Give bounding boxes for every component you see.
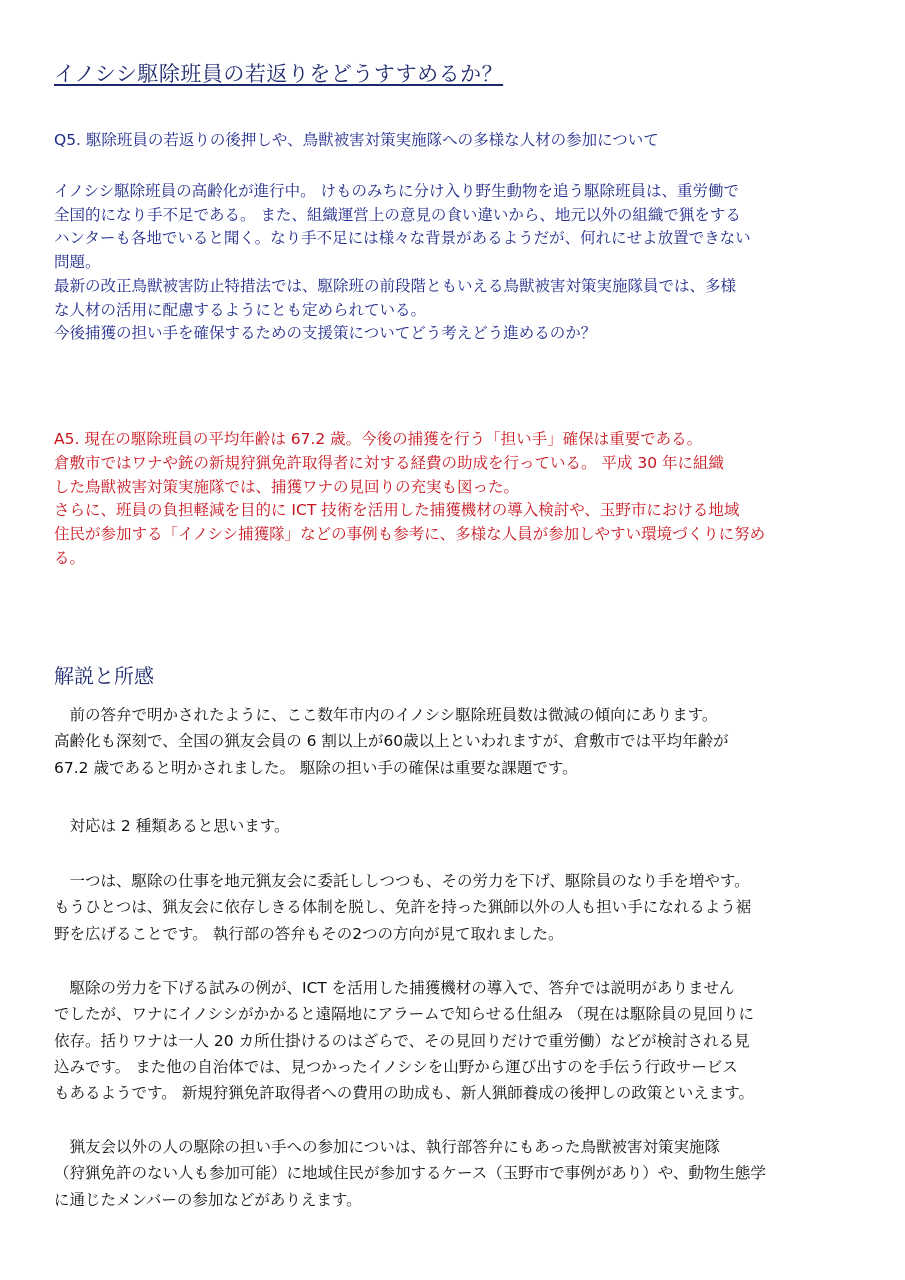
commentary-line: 一つは、駆除の仕事を地元猟友会に委託ししつつも、その労力を下げ、駆除員のなり手を増やす。: [54, 872, 750, 890]
commentary-paragraph: [54, 975, 864, 1106]
question-line: 最新の改正鳥獣被害防止特措法では、駆除班の前段階ともいえる鳥獣被害対策実施隊員では、多様: [54, 276, 737, 295]
commentary-paragraph: [54, 868, 864, 947]
commentary-line: 前の答弁で明かされたように、ここ数年市内のイノシシ駆除班員数は微減の傾向にあります。: [54, 706, 718, 724]
commentary-paragraph: [54, 1134, 864, 1213]
answer-body: [54, 428, 864, 571]
commentary-line: もあるようです。 新規狩猟免許取得者への費用の助成も、新人猟師養成の後押しの政策といえます。: [54, 1084, 754, 1103]
question-line: な人材の活用に配慮するようにとも定められている。: [54, 300, 427, 319]
question-line: 全国的になり手不足である。 また、組織運営上の意見の食い違いから、地元以外の組織で猟をする: [54, 205, 741, 224]
answer-line: A5. 現在の駆除班員の平均年齢は 67.2 歳。今後の捕獲を行う「担い手」確保は重要である。: [54, 430, 703, 448]
commentary-paragraph: [54, 813, 864, 839]
commentary-paragraph: [54, 702, 864, 781]
answer-line: 住民が参加する「イノシシ捕獲隊」などの事例も参考に、多様な人員が参加しやすい環境づくりに努め: [54, 525, 766, 544]
commentary-heading: 解説と所感: [54, 664, 154, 688]
commentary-line: （狩猟免許のない人も参加可能）に地域住民が参加するケース（玉野市で事例があり）や、動物生態学: [54, 1164, 766, 1183]
commentary-line: でしたが、ワナにイノシシがかかると遠隔地にアラームで知らせる仕組み （現在は駆除員の見回りに: [54, 1005, 755, 1024]
commentary-line: もうひとつは、猟友会に依存しきる体制を脱し、免許を持った猟師以外の人も担い手になれるよう裾: [54, 898, 752, 917]
commentary-line: 込みです。 また他の自治体では、見つかったイノシシを山野から運び出すのを手伝う行政サービス: [54, 1057, 738, 1076]
commentary-line: 依存。括りワナは一人 20 カ所仕掛けるのはざらで、その見回りだけで重労働）などが検討される見: [54, 1031, 750, 1050]
question-body: [54, 180, 854, 346]
commentary-line: 猟友会以外の人の駆除の担い手への参加についは、執行部答弁にもあった鳥獣被害対策実施隊: [54, 1138, 721, 1156]
commentary-line: 野を広げることです。 執行部の答弁もその2つの方向が見て取れました。: [54, 924, 564, 943]
question-line: ハンターも各地でいると聞く。なり手不足には様々な背景があるようだが、何れにせよ放置できない: [54, 229, 751, 248]
commentary-line: に通じたメンバーの参加などがありえます。: [54, 1190, 362, 1209]
question-heading: Q5. 駆除班員の若返りの後押しや、鳥獣被害対策実施隊への多様な人材の参加について: [54, 131, 659, 149]
question-line: 今後捕獲の担い手を確保するための支援策についてどう考えどう進めるのか？: [54, 324, 597, 343]
question-line: イノシシ駆除班員の高齢化が進行中。 けものみちに分け入り野生動物を追う駆除班員は、重労働で: [54, 182, 739, 200]
commentary-line: 高齢化も深刻で、全国の猟友会員の 6 割以上が60歳以上といわれますが、倉敷市では平均年齢が: [54, 732, 729, 751]
question-line: 問題。: [54, 253, 101, 272]
answer-line: る。: [54, 548, 86, 567]
commentary-line: 駆除の労力を下げる試みの例が、ICT を活用した捕獲機材の導入で、答弁では説明がありません: [54, 979, 735, 997]
commentary-line: 67.2 歳であると明かされました。 駆除の担い手の確保は重要な課題です。: [54, 758, 578, 777]
answer-line: した鳥獣被害対策実施隊では、捕獲ワナの見回りの充実も図った。: [54, 477, 520, 496]
answer-line: さらに、班員の負担軽減を目的に ICT 技術を活用した捕獲機材の導入検討や、玉野市における地域: [54, 501, 740, 520]
commentary-line: 対応は 2 種類あると思います。: [54, 817, 290, 835]
answer-line: 倉敷市ではワナや銃の新規狩猟免許取得者に対する経費の助成を行っている。 平成 30 年に組織: [54, 453, 725, 472]
page-title: イノシシ駆除班員の若返りをどうすすめるか？: [54, 62, 504, 86]
